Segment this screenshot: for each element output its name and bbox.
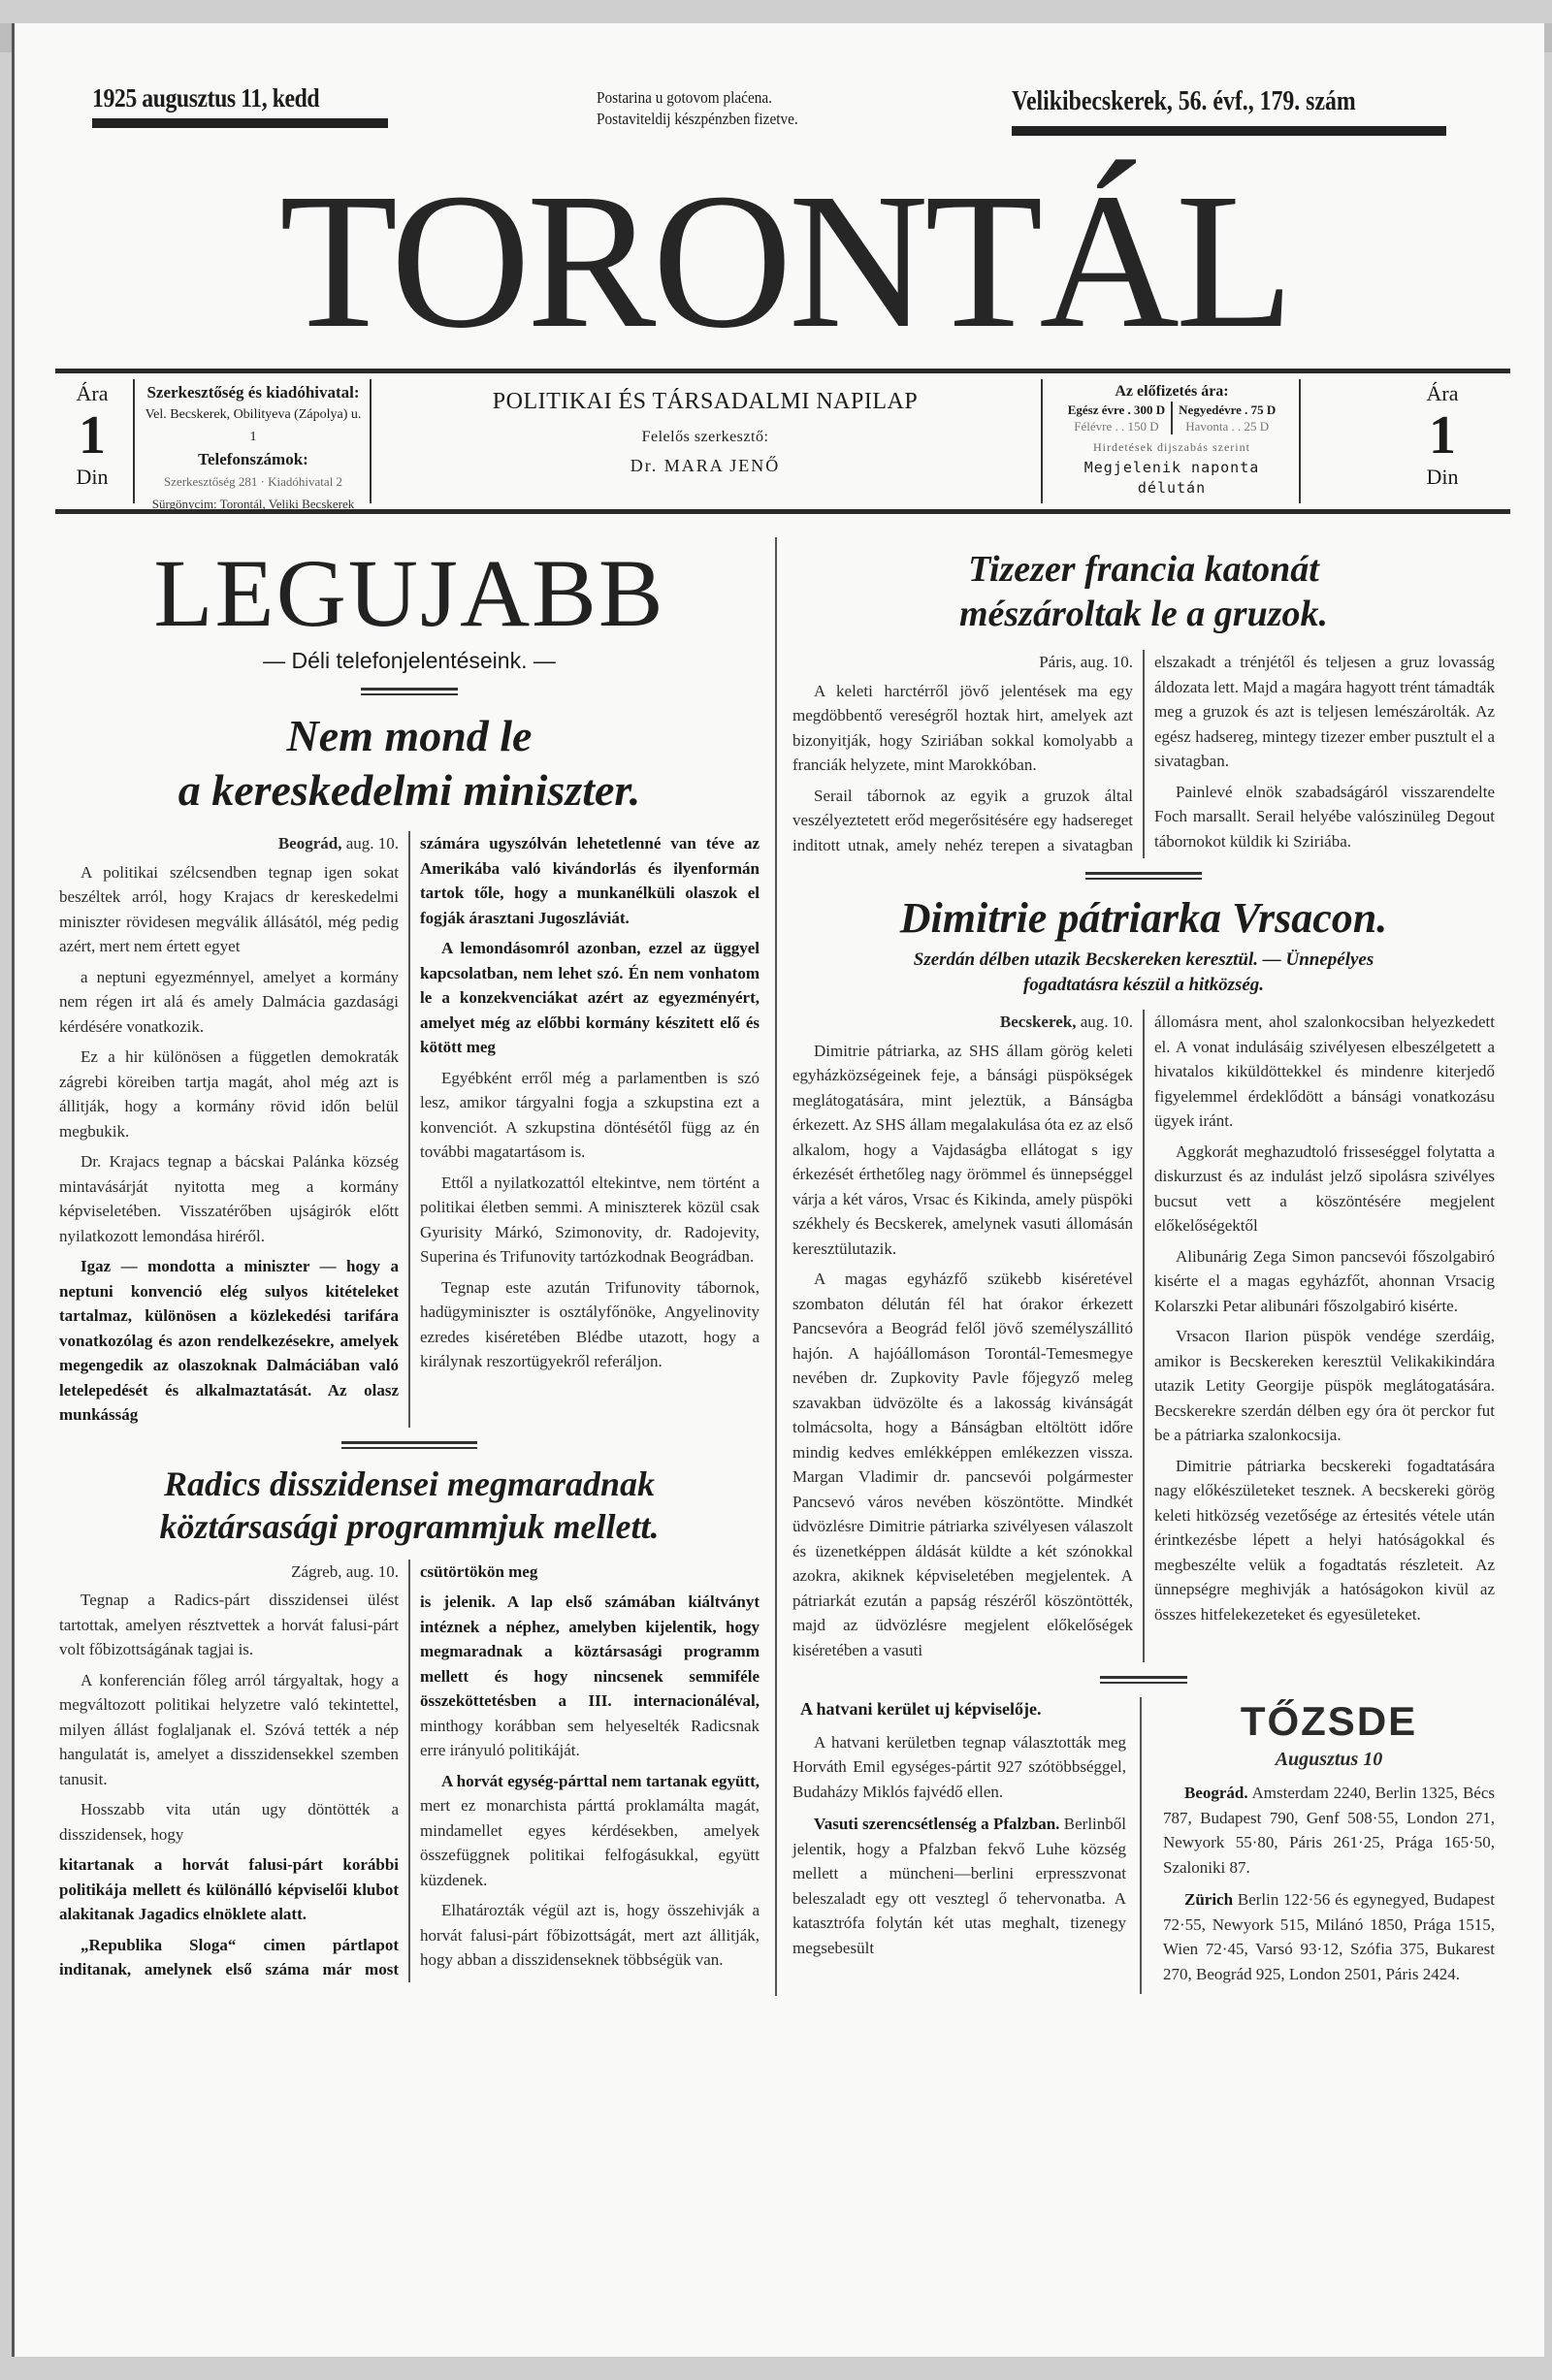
beograd-rates (1163, 1781, 1495, 1880)
section-subtitle: — Déli telefonjelentéseink. — (263, 648, 556, 673)
headline-hatvan: A hatvani kerület uj képviselője. (800, 1699, 1042, 1719)
newspaper-subtitle: POLITIKAI ÉS TÁRSADALMI NAPILAP (492, 389, 919, 414)
issue-number: Velikibecskerek, 56. évf., 179. szám (1012, 85, 1356, 116)
subscription-heading: Az előfizetés ára: (1115, 383, 1229, 400)
paragraph: Tegnap a Radics-párt disszidensei ülést tartottak, amelyen résztvettek a horvát falusi-párt volt főbizottságának tagjai is. (59, 1591, 399, 1658)
publication-note: Megjelenik naponta délután (1083, 459, 1260, 497)
editor-name: Dr. MARA JENŐ (630, 456, 781, 475)
headline-line: köztársasági programmjuk mellett. (159, 1506, 660, 1546)
paragraph (792, 1812, 1126, 1960)
pfalz-text: Berlinből jelentik, hogy a Pfalzban fekvő Luhe község mellett a müncheni—berlini erpresszvonat beleszaladt egy ott vesztegl ő tehervonatba. A katasztrófa folytán két utas meghalt, tizenegy megsebesült (792, 1815, 1126, 1957)
paragraph-rest: mert ez monarchista párttá proklamálta magát, mindamellet egyes kérdésekben, amelyek összefüggnek politikai felfogásukkal, együtt küzdenek. (420, 1796, 760, 1889)
article-gruz-body (792, 650, 1495, 858)
paragraph: A politikai szélcsendben tegnap igen sokat beszéltek arról, hogy Krajacs dr kereskedelmi miniszter rövidesen megválik állásától, még pedig azért, mert nem értett egyet (59, 862, 399, 955)
price-unit: Din (1426, 465, 1459, 489)
dateline-date: aug. 10. (1080, 653, 1133, 671)
dateline (59, 1560, 399, 1585)
dateline-place: Beográd, (277, 834, 342, 852)
dateline (59, 831, 399, 856)
article-radics-body (59, 1560, 760, 1982)
divider (133, 379, 135, 503)
paragraph: Aggkorát meghazudtoló frisseséggel folytatta a diskurzust és az indulást jelző sipolásra szivélyes bucsut vett a köszöntésére megjelent előkelőségektől (1154, 1142, 1495, 1235)
paragraph: Igaz — mondotta a miniszter — hogy a neptuni konvenció elég sulyos kitételeket tartalmaz, különösen a közlekedési tarifára vonatkozólag és azon rendelkezésekre, amelyek megengedik az olaszoknak Dalmáciában való letelepedését és alkalmaztatását. Az olasz munkásság (59, 1257, 399, 1424)
headline-line: Tizezer francia katonát (968, 549, 1319, 590)
postal-line-1: Postarina u gotovom plaćena. (597, 88, 773, 107)
subheadline-line: Szerdán délben utazik Becskereken keresztül. — Ünnepélyes (913, 949, 1374, 970)
dateline (792, 650, 1133, 675)
paragraph: „Republika Sloga“ cimen pártlapot inditanak, amelynek első száma már most csütörtökön meg (59, 1561, 538, 1978)
section-title: LEGUJABB (153, 539, 665, 647)
paragraph: Painlevé elnök szabadságáról visszarendelte Foch marsallt. Serail helyébe valószinüleg Degout tábornokot küldik ki Sziriába. (1154, 782, 1495, 851)
paragraph: Dr. Krajacs tegnap a bácskai Palánka község mintavásárját nyitotta meg a kormány képviseletében. Visszatérőben ujságirók előtt nyilatkozott lemondása hiréről. (59, 1152, 399, 1245)
dateline-date: aug. 10. (1080, 1013, 1133, 1031)
paragraph-rest: minthogy korábban sem helyeselték Radicsnak erre irányuló politikáját. (420, 1716, 760, 1759)
paragraph: A keleti harctérről jövő jelentések ma egy megdöbbentő vereségről hoztak hirt, amelyek azt bizonyitják, hogy Sziriában sokkal komolyabb a franciák helyzete, mint Marokkóban. (792, 681, 1133, 774)
article-minister (59, 709, 760, 1428)
info-bar (55, 369, 1510, 514)
tozsde-title: TŐZSDE (1240, 1698, 1418, 1744)
subtitle-block (375, 389, 1035, 476)
paragraph: Dimitrie pátriarka, az SHS állam görög keleti egyházközségeinek feje, a bánsági püspökségek meglátogatására, mint jeleztük, a Bánságba érkezett. Az SHS állam megalakulása óta ez az első alkalom, hogy a Vajdaságba ellátogat s igy érkezését érthetőleg nagy örömmel és ünnepséggel várja a két város, Vrsac és Kikinda, amely püspöki székhely és Becskerek, amelynek vasuti állomásán keresztülutazik. (792, 1041, 1133, 1258)
paragraph: Hosszabb vita után ugy döntötték a disszidensek, hogy (59, 1800, 399, 1844)
paragraph: számára ugyszólván lehetetlenné van téve az Amerikába való kivándorlás és ilyenformán tartok tőle, hogy a munkanélküli olaszok el fogják árasztani Jugoszláviát. (420, 834, 760, 927)
editorial-address: Vel. Becskerek, Obilityeva (Zápolya) u. 1 (145, 407, 362, 444)
paragraph: Ettől a nyilatkozattól eltekintve, nem történt a politikai életben semmi. A miniszterek közül csak Gyurisity Márkó, Szimonovity, dr. Radojevity, Superina és Trifunovity tartózkodnak Beográdban. (420, 1173, 760, 1266)
headline-line: Radics disszidensei megmaradnak (163, 1463, 656, 1503)
paragraph (420, 1590, 760, 1763)
price-label: Ára (1426, 381, 1459, 405)
issue-underline (1012, 126, 1446, 136)
paragraph: Tegnap este azután Trifunovity tábornok, hadügyminiszter is osztályfőnöke, Angyelinovity ezredes kiséretében Blédbe utazott, hogy a királynak reszortügyekről referáljon. (420, 1277, 760, 1370)
subscription-prices (1049, 402, 1295, 434)
paragraph: A magas egyházfő szükebb kiséretével szombaton délután fél hat órakor érkezett Pancsevóra a Beográd felől jövő személyszállitó hajón. A hajóállomáson Torontál-Temesmegye nevében dr. Zupkovity Pavle főjegyző meleg szavakban üdvözölte és a lakosság kivánságát tolmácsolta, hogy a Bánságban eltöltött időre mindig kedves emlékképpen emlékezzen vissza. Margan Vladimir dr. pancsevói polgármester Pancsevó város nevében köszöntötte. Mindkét üdvözlésre Dimitrie pátriarka szivélyesen válaszolt és üzenetképpen áldását küldte a két szónokkal azokra, akiknek képviseletében megjelentek. A pátriarkát ezután a papság részéről köszöntötték, majd az üdvözlésre megjelent előkelőségek kiséretében a vasuti (792, 1270, 1133, 1659)
article-rule (341, 1441, 477, 1449)
tozsde-block (1163, 1697, 1495, 1994)
section-rule (361, 688, 458, 695)
postal-line-2: Postaviteldij készpénzben fizetve. (597, 110, 798, 128)
subheadline-line: fogadtatásra készül a hitközség. (1022, 975, 1265, 995)
paragraph: A lemondásomról azonban, ezzel az üggyel kapcsolatban, nem lehet szó. Én nem vonhatom le a konzekvenciákat azért az egyezményért, amelyet még az előbbi kormány készitett elő és kötött meg (420, 939, 760, 1056)
postal-notice (597, 87, 798, 130)
date-underline (92, 118, 388, 128)
page-body (15, 537, 1544, 1996)
dateline-date: aug. 10. (345, 1561, 399, 1581)
ads-note: Hirdetések dijszabás szerint (1093, 440, 1250, 454)
paragraph: A hatvani kerületben tegnap választották meg Horváth Emil egységes-pártit 927 szótöbbséggel, Budaházy Miklós fajvédő ellen. (792, 1732, 1126, 1801)
zurich-rates (1163, 1887, 1495, 1986)
article-minister-body (59, 831, 760, 1428)
news-shorts (792, 1697, 1142, 1994)
left-half (59, 537, 777, 1996)
newspaper-title: TORONTÁL (278, 154, 1291, 369)
paragraph: Vrsacon Ilarion püspök vendége szerdáig, amikor is Becskereken keresztül Velikakikindára utazik Letity Georgije püspök meglátogatására. Becskerekre szerdán délben egy óra öt perckor fut be a pátriarka szalonkocsija. (1154, 1327, 1495, 1444)
dateline-date: aug. 10. (345, 834, 399, 852)
editorial-office (141, 381, 366, 515)
divider (1299, 379, 1301, 503)
paragraph: Alibunárig Zega Simon pancsevói főszolgabiró kisérte el a magas egyházfőt, ahonnan Vrsacig Kolarszki Petar alibunári főszolgabiró kisérte. (1154, 1246, 1495, 1315)
sub-year: Egész évre . 300 D (1067, 402, 1166, 417)
paragraph: Ez a hir különösen a független demokraták zágrebi köreiben tartja magát, ahol még azt is állitják, hogy a kormány rövid időn belül megbukik. (59, 1047, 399, 1141)
paragraph: a neptuni egyezménnyel, amelyet a kormány nem régen irt alá és amely Dalmácia gazdasági kérdésére vonatkozik. (59, 967, 399, 1036)
zurich-text: Berlin 122·56 és egynegyed, Budapest 72·55, Newyork 515, Milánó 1850, Prága 1515, Wien 72·45, Varsó 93·12, Szófia 375, Bukarest 270, Beográd 925, London 2501, Páris 2424. (1163, 1890, 1496, 1983)
paragraph (420, 1769, 760, 1893)
tozsde-date: Augusztus 10 (1275, 1749, 1383, 1770)
headline-line: Nem mond le (286, 711, 533, 760)
sub-half: Félévre . . 150 D (1074, 419, 1159, 434)
paragraph: A konferencián főleg arról tárgyaltak, hogy a megváltozott politikai helyzetre való tekintettel, milyen állást foglaljanak el. Szóvá tették a nép hangulatát is, amelyet a disszidensekkel szemben tanusit. (59, 1670, 399, 1788)
paragraph-bold: is jelenik. A lap első számában kiáltványt intéznek a néphez, amelyben kijelentik, hogy megmaradnak a köztársasági programm mellett és hogy nincsenek semmiféle összeköttetésben a III. internacionáléval, (420, 1592, 760, 1710)
article-patriarch (792, 893, 1495, 1662)
zurich-label: Zürich (1184, 1890, 1234, 1909)
paragraph: állomásra ment, ahol szalonkocsiban helyezkedett el. A vonat indulásáig szivélyesen elbeszélgetett a hivatalos kiküldöttekkel és mindenre kiterjedő figyelemmel érdeklődött a bánsági vonatkozásu ügyek iránt. (1154, 1013, 1495, 1130)
paragraph-bold: A horvát egység-párttal nem tartanak együtt, (441, 1771, 760, 1790)
headline-line: a kereskedelmi miniszter. (178, 765, 641, 815)
subscription-block (1049, 381, 1295, 499)
price-unit: Din (76, 465, 109, 489)
issue-date: 1925 augusztus 11, kedd (92, 83, 320, 113)
paragraph: Elhatározták végül azt is, hogy összehivják a horvát falusi-párt főbizottságát, mert azt állitják, hogy abban a disszidenseknek többségük van. (420, 1901, 760, 1969)
price-value: 1 (1429, 405, 1456, 466)
telegram-line: Sürgönycim: Torontál, Veliki Becskerek (151, 497, 355, 511)
price-value: 1 (79, 405, 106, 466)
dateline-place: Becskerek, (999, 1013, 1077, 1031)
article-rule (1100, 1676, 1187, 1684)
subheadline-patriarch (792, 948, 1495, 998)
price-label: Ára (76, 381, 109, 405)
headline-line: mészároltak le a gruzok. (958, 594, 1329, 634)
divider (1041, 379, 1043, 503)
sub-quarter: Negyedévre . 75 D (1179, 402, 1277, 417)
masthead (15, 23, 1544, 537)
divider (370, 379, 372, 503)
editor-label: Felelős szerkesztő: (641, 429, 769, 445)
headline-minister (59, 709, 760, 818)
paragraph: kitartanak a horvát falusi-párt korábbi politikája mellett és különálló képviselői klubot alakitanak Jagadics elnöklete alatt. (59, 1855, 399, 1923)
bottom-section (792, 1697, 1495, 1994)
dateline-place: Zágreb, (291, 1561, 342, 1581)
article-gruz (792, 547, 1495, 858)
newspaper-page (12, 23, 1544, 2357)
paragraph: Dimitrie pátriarka becskereki fogadtatására nagy előkészületeket tesznek. A becskereki görög keleti hitközség vezetősége az értesités vétele után érintkezésbe lépett a helyi hatóságokkal és megbeszélte velük a fogadtatás részleteit. Az ünnepségre meghivják a hatóságokon kivül az összes hitfelekezeteket és egyesületeket. (1154, 1456, 1495, 1624)
headline-radics (59, 1463, 760, 1548)
sub-month: Havonta . . 25 D (1185, 419, 1270, 434)
editorial-heading: Szerkesztőség és kiadóhivatal: (146, 383, 360, 402)
article-patriarch-body (792, 1010, 1495, 1662)
headline-gruz (792, 547, 1495, 636)
beograd-label: Beográd. (1184, 1784, 1248, 1802)
dateline-place: Páris, (1039, 653, 1077, 671)
price-right (1394, 381, 1491, 490)
paragraph: Serail tábornok az egyik a gruzok által veszélyeztetett erőd megerősitésére egy hadsereget inditott utnak, amely nehéz terepen a sivatagban elszakadt a trénjétől és teljesen a gruz lovasság áldozata lett. Majd a magára hagyott trént támadták meg a gruzok és azt is teljesen lemészárolták. Az egész hadsereg, mintegy tizezer ember pusztult el a sivatagban. (792, 653, 1495, 854)
phones-line: Szerkesztőség 281 · Kiadóhivatal 2 (163, 474, 343, 489)
pfalz-lead: Vasuti szerencsétlenség a Pfalzban. (814, 1815, 1060, 1833)
phones-heading: Telefonszámok: (198, 450, 308, 468)
dateline (792, 1010, 1133, 1035)
paragraph: Egyébként erről még a parlamentben is szó lesz, amikor tárgyalni fogja a szkupstina ezt a konvenciót. A szkupstina döntésétől függ az én további magatartásom is. (420, 1068, 760, 1161)
beograd-text: Amsterdam 2240, Berlin 1325, Bécs 787, Budapest 790, Genf 508·55, London 271, Newyork 55·80, Páris 261·25, Prága 165·50, Szaloniki 87. (1163, 1784, 1496, 1877)
article-radics (59, 1463, 760, 1982)
right-half (777, 537, 1495, 1996)
headline-patriarch: Dimitrie pátriarka Vrsacon. (899, 894, 1388, 942)
article-rule (1085, 872, 1202, 880)
price-left (63, 381, 121, 490)
